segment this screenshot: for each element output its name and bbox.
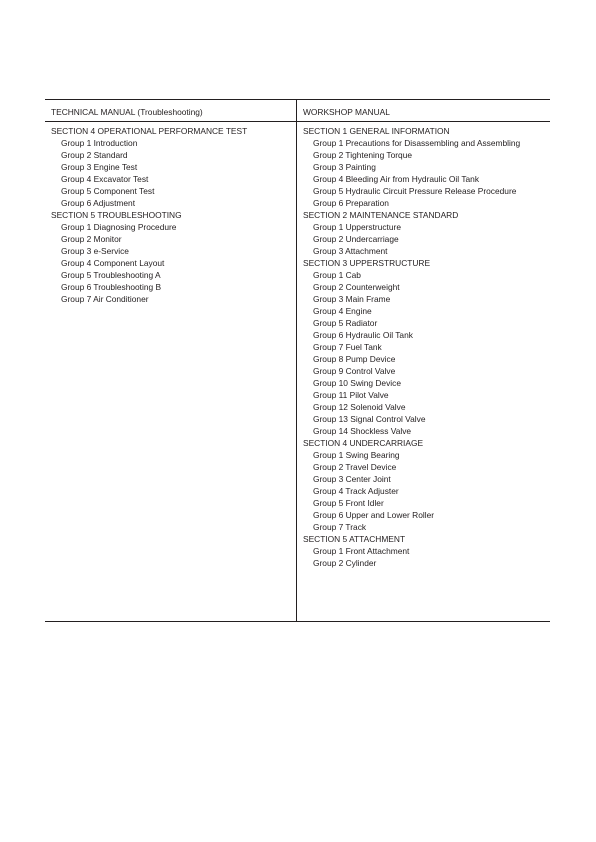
- group-item: Group 13 Signal Control Valve: [313, 414, 426, 424]
- section-title: SECTION 5 ATTACHMENT: [303, 534, 406, 544]
- group-item: Group 1 Introduction: [61, 138, 138, 148]
- group-item: Group 1 Precautions for Disassembling and Assembling: [313, 138, 521, 148]
- group-item: Group 3 e-Service: [61, 246, 129, 256]
- header-divider: [45, 121, 550, 122]
- section-title: SECTION 4 UNDERCARRIAGE: [303, 438, 424, 448]
- group-item: Group 4 Engine: [313, 306, 372, 316]
- group-item: Group 1 Upperstructure: [313, 222, 401, 232]
- group-item: Group 14 Shockless Valve: [313, 426, 412, 436]
- group-item: Group 8 Pump Device: [313, 354, 396, 364]
- group-item: Group 5 Radiator: [313, 318, 378, 328]
- group-item: Group 2 Counterweight: [313, 282, 400, 292]
- workshop-manual-header: WORKSHOP MANUAL: [303, 107, 390, 117]
- group-item: Group 3 Center Joint: [313, 474, 391, 484]
- group-item: Group 2 Standard: [61, 150, 128, 160]
- group-item: Group 2 Cylinder: [313, 558, 377, 568]
- group-item: Group 10 Swing Device: [313, 378, 401, 388]
- group-item: Group 7 Track: [313, 522, 367, 532]
- group-item: Group 4 Component Layout: [61, 258, 165, 268]
- group-item: Group 4 Track Adjuster: [313, 486, 399, 496]
- group-item: Group 12 Solenoid Valve: [313, 402, 406, 412]
- group-item: Group 2 Monitor: [61, 234, 122, 244]
- group-item: Group 1 Swing Bearing: [313, 450, 400, 460]
- group-item: Group 3 Painting: [313, 162, 376, 172]
- group-item: Group 2 Undercarriage: [313, 234, 399, 244]
- group-item: Group 7 Air Conditioner: [61, 294, 149, 304]
- group-item: Group 4 Excavator Test: [61, 174, 149, 184]
- section-title: SECTION 4 OPERATIONAL PERFORMANCE TEST: [51, 126, 248, 136]
- group-item: Group 1 Diagnosing Procedure: [61, 222, 177, 232]
- column-divider: [296, 100, 297, 621]
- group-item: Group 6 Troubleshooting B: [61, 282, 162, 292]
- group-item: Group 6 Upper and Lower Roller: [313, 510, 435, 520]
- technical-manual-list: [51, 125, 247, 305]
- group-item: Group 1 Cab: [313, 270, 361, 280]
- group-item: Group 5 Hydraulic Circuit Pressure Release Procedure: [313, 186, 517, 196]
- group-item: Group 6 Preparation: [313, 198, 389, 208]
- section-title: SECTION 5 TROUBLESHOOTING: [51, 210, 182, 220]
- group-item: Group 2 Travel Device: [313, 462, 397, 472]
- group-item: Group 6 Hydraulic Oil Tank: [313, 330, 413, 340]
- group-item: Group 5 Troubleshooting A: [61, 270, 161, 280]
- section-title: SECTION 1 GENERAL INFORMATION: [303, 126, 450, 136]
- group-item: Group 6 Adjustment: [61, 198, 136, 208]
- group-item: Group 5 Component Test: [61, 186, 155, 196]
- group-item: Group 11 Pilot Valve: [313, 390, 389, 400]
- section-title: SECTION 2 MAINTENANCE STANDARD: [303, 210, 459, 220]
- manual-contents-table: [45, 99, 550, 622]
- group-item: Group 1 Front Attachment: [313, 546, 410, 556]
- group-item: Group 3 Attachment: [313, 246, 388, 256]
- workshop-manual-list: [303, 125, 520, 569]
- group-item: Group 9 Control Valve: [313, 366, 396, 376]
- group-item: Group 7 Fuel Tank: [313, 342, 382, 352]
- technical-manual-header: TECHNICAL MANUAL (Troubleshooting): [51, 107, 203, 117]
- section-title: SECTION 3 UPPERSTRUCTURE: [303, 258, 431, 268]
- group-item: Group 4 Bleeding Air from Hydraulic Oil Tank: [313, 174, 480, 184]
- group-item: Group 3 Engine Test: [61, 162, 138, 172]
- group-item: Group 2 Tightening Torque: [313, 150, 413, 160]
- group-item: Group 3 Main Frame: [313, 294, 391, 304]
- group-item: Group 5 Front Idler: [313, 498, 384, 508]
